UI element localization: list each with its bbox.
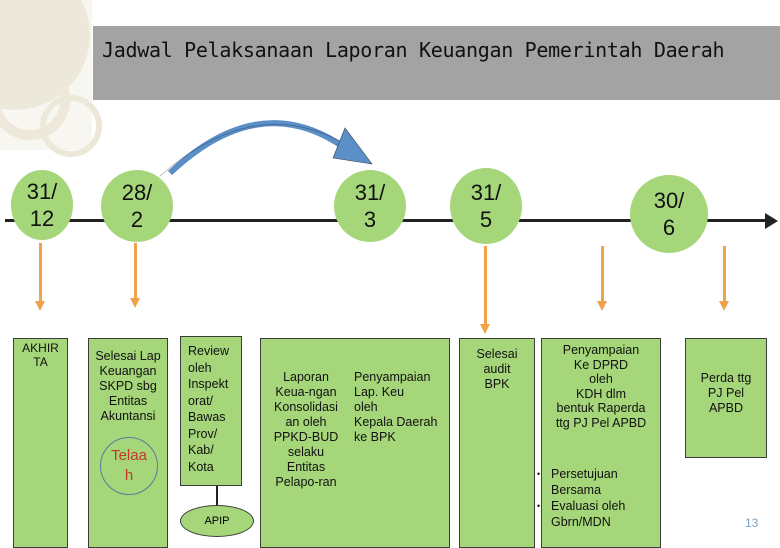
- title-box: [93, 26, 780, 100]
- box-penyampaian-dprd: Penyampaian Ke DPRD oleh KDH dlm bentuk Raperda ttg PJ Pel APBD: [541, 338, 661, 548]
- apip-ellipse: [180, 505, 254, 537]
- bullet-item: [537, 466, 666, 498]
- date-31-5: 31/ 5: [450, 168, 522, 244]
- bullet-text: Persetujuan Bersama: [551, 467, 618, 497]
- decor-strip: [0, 0, 92, 150]
- bullet-dot-icon: •: [537, 501, 541, 511]
- connector-31-12: [39, 243, 42, 303]
- telaah-badge: [100, 437, 158, 495]
- connector-arrow-icon: [35, 301, 45, 311]
- apip-label: APIP: [204, 515, 230, 527]
- date-31-3: 31/ 3: [334, 170, 406, 242]
- connector-arrow-icon: [480, 324, 490, 334]
- connector-arrow-icon: [719, 301, 729, 311]
- bullet-list: [530, 466, 666, 530]
- box-perda: Perda ttg PJ Pel APBD: [685, 338, 767, 458]
- bullet-item: [537, 498, 666, 530]
- connector-30-6-left: [601, 246, 604, 304]
- box-akhir-ta: AKHIR TA: [13, 338, 68, 548]
- box-review: Review oleh Inspekt orat/ Bawas Prov/ Kab/ Kota: [180, 336, 242, 486]
- connector-28-2: [134, 243, 137, 301]
- box-selesai-lap: Selesai Lap Keuangan SKPD sbg Entitas Akuntansi: [88, 338, 168, 548]
- date-28-2: 28/ 2: [101, 170, 173, 242]
- connector-arrow-icon: [597, 301, 607, 311]
- date-31-12: 31/ 12: [11, 170, 73, 240]
- page-number: 13: [745, 516, 759, 530]
- date-30-6: 30/ 6: [630, 175, 708, 253]
- box-selesai-audit: Selesai audit BPK: [459, 338, 535, 548]
- bullet-dot-icon: •: [537, 469, 541, 479]
- laporan-text: Laporan Keua-ngan Konsolidasi an oleh PPKD-BUD selaku Entitas Pelapo-ran: [273, 370, 339, 489]
- bullet-text: Evaluasi oleh Gbrn/MDN: [551, 499, 626, 529]
- connector-arrow-icon: [130, 298, 140, 308]
- timeline-arrow-icon: [765, 213, 778, 229]
- connector-30-6-right: [723, 246, 726, 304]
- telaah-label: Telaa h: [111, 447, 147, 484]
- connector-31-5: [484, 246, 487, 326]
- penyampaian-bpk-text: Penyampaian Lap. Keu oleh Kepala Daerah ke BPK: [354, 370, 438, 444]
- page-title: Jadwal Pelaksanaan Laporan Keuangan Pemerintah Daerah: [102, 38, 725, 62]
